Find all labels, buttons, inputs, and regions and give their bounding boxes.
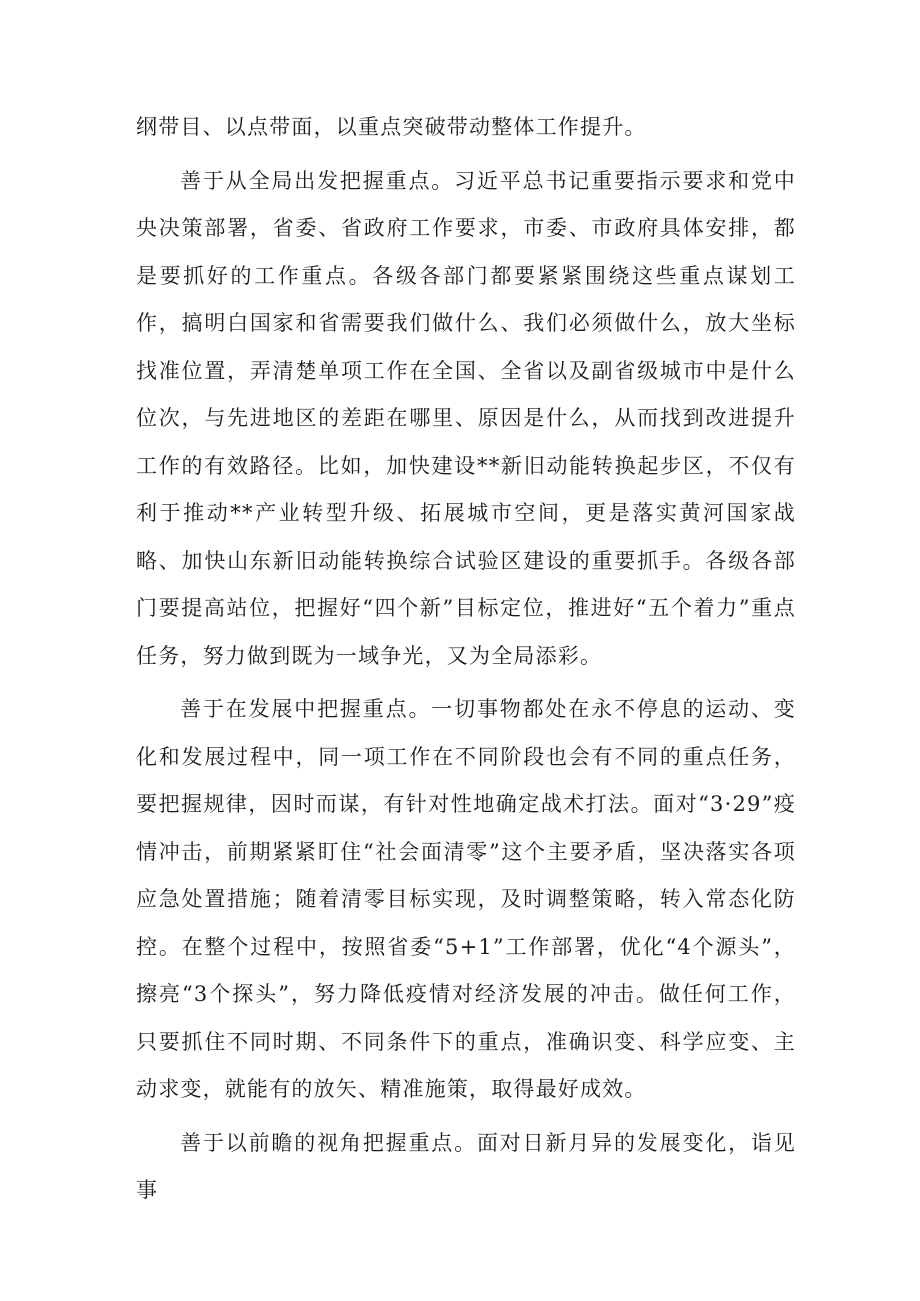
document-body — [136, 104, 796, 1221]
paragraph-continuation: 纲带目、以点带面，以重点突破带动整体工作提升。 — [136, 115, 647, 139]
paragraph-global-focus: 善于从全局出发把握重点。习近平总书记重要指示要求和党中央决策部署，省委、省政府工作要求，市委、市政府具体安排，都是要抓好的工作重点。各级各部门都要紧紧围绕这些重点谋划工作，搞明白国家和省需要我们做什么、我们必须做什么，放大坐标找准位置，弄清楚单项工作在全国、全省以及副省级城市中是什么位次，与先进地区的差距在哪里、原因是什么，从而找到改进提升工作的有效路径。比如，加快建设**新旧动能转换起步区，不仅有利于推动**产业转型升级、拓展城市空间，更是落实黄河国家战略、加快山东新旧动能转换综合试验区建设的重要抓手。各级各部门要提高站位，把握好“四个新”目标定位，推进好“五个着力”重点任务，努力做到既为一域争光，又为全局添彩。 — [136, 168, 796, 668]
paragraph-development-focus: 善于在发展中把握重点。一切事物都处在永不停息的运动、变化和发展过程中，同一项工作在不同阶段也会有不同的重点任务，要把握规律，因时而谋，有针对性地确定战术打法。面对“3·29”疫情冲击，前期紧紧盯住“社会面清零”这个主要矛盾，坚决落实各项应急处置措施；随着清零目标实现，及时调整策略，转入常态化防控。在整个过程中，按照省委“5+1”工作部署，优化“4个源头”，擦亮“3个探头”，努力降低疫情对经济发展的冲击。做任何工作，只要抓住不同时期、不同条件下的重点，准确识变、科学应变、主动求变，就能有的放矢、精准施策，取得最好成效。 — [136, 697, 796, 1101]
paragraph-forward-focus: 善于以前瞻的视角把握重点。面对日新月异的发展变化，诣见事 — [136, 1130, 796, 1202]
